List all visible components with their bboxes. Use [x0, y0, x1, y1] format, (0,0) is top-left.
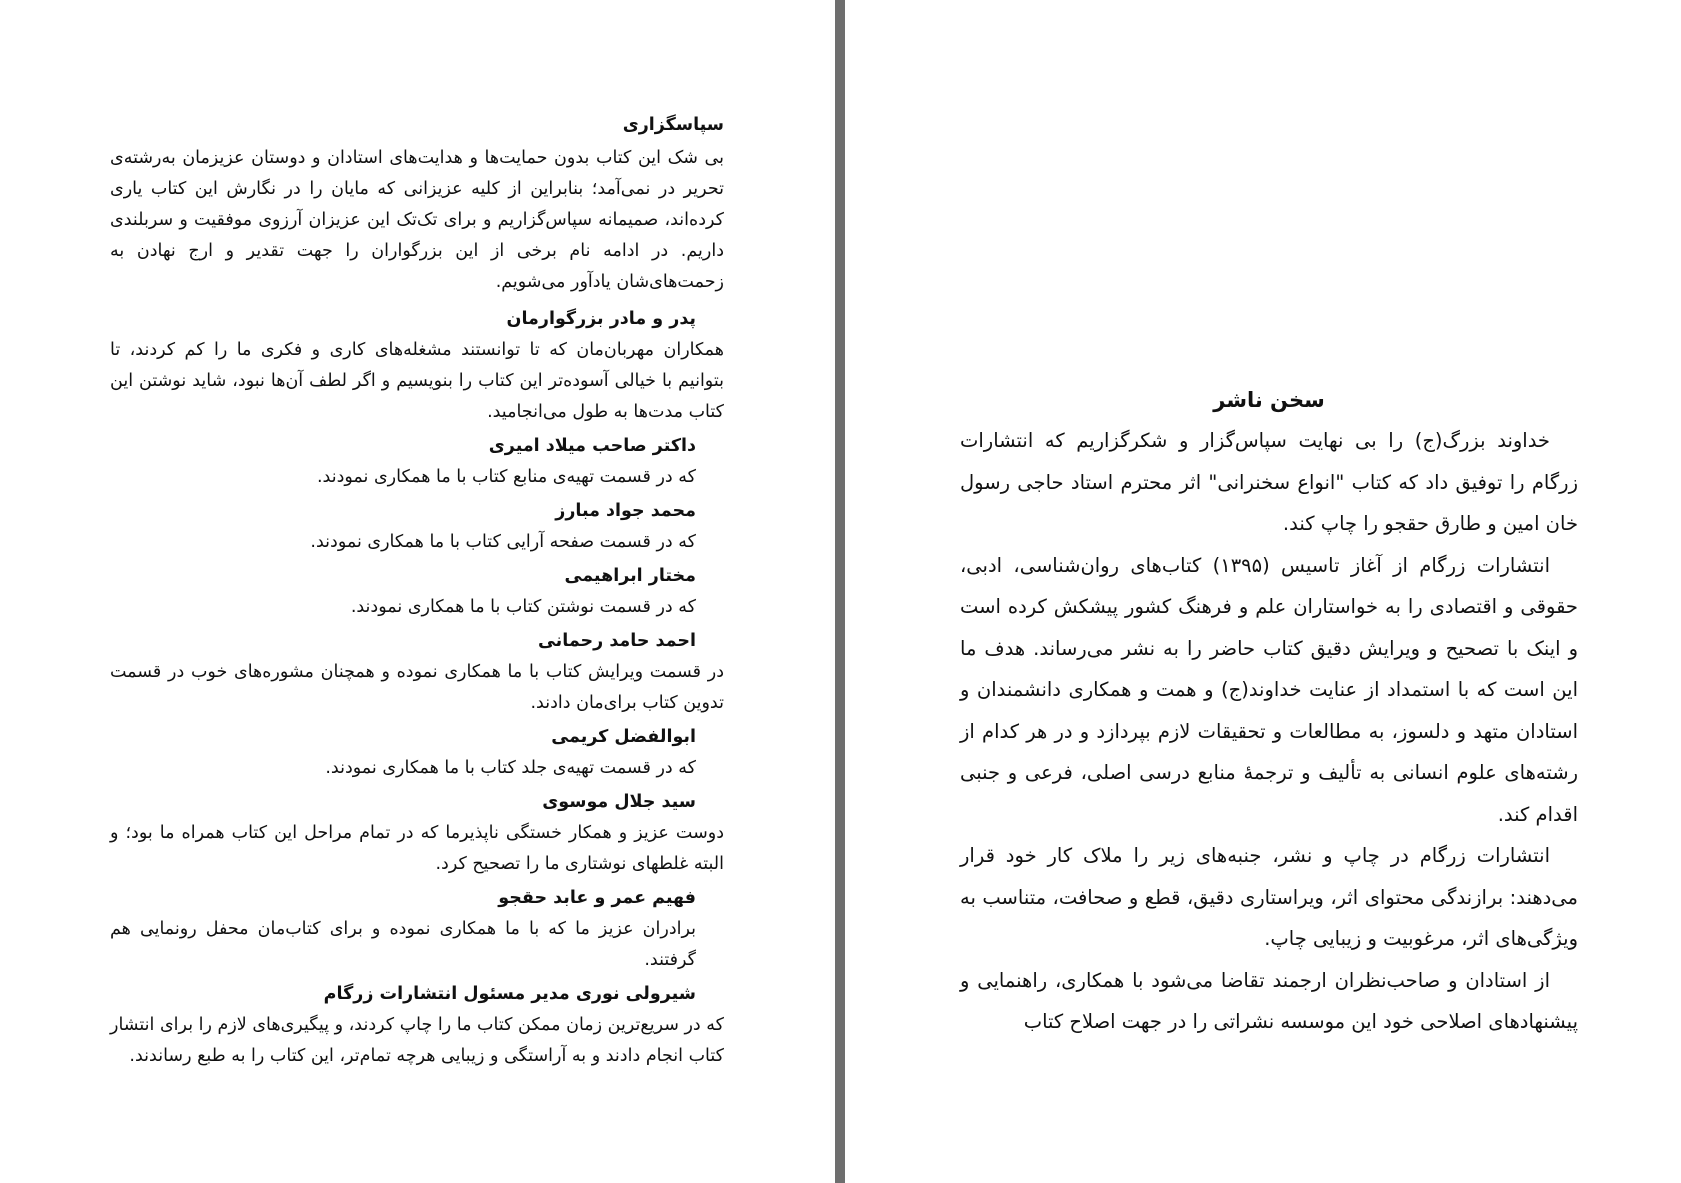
left-page	[0, 0, 835, 1183]
acknowledgements-title: سپاسگزاری	[622, 115, 724, 135]
entry-name: محمد جواد مبارز	[555, 501, 696, 521]
acknowledgement-entry	[110, 626, 724, 719]
acknowledgement-entry	[110, 304, 724, 428]
entry-name: احمد حامد رحمانی	[537, 631, 696, 651]
entry-description: در قسمت ویرایش کتاب با ما همکاری نموده و همچنان مشوره‌های خوب در قسمت تدوین کتاب برای‌مان دادند.	[110, 662, 724, 713]
acknowledgement-entry	[110, 496, 724, 558]
entry-description: دوست عزیز و همکار خستگی ناپذیرما که در تمام مراحل این کتاب همراه ما بود؛ و البته غلطهای نوشتاری ما را تصحیح کرد.	[110, 823, 724, 874]
right-page	[845, 0, 1681, 1183]
page-gutter-divider	[835, 0, 845, 1183]
entry-description: که در قسمت تهیه‌ی منابع کتاب با ما همکاری نمودند.	[316, 467, 696, 487]
entry-description: که در قسمت تهیه‌ی جلد کتاب با ما همکاری نمودند.	[325, 758, 696, 778]
acknowledgement-entry	[110, 787, 724, 880]
acknowledgements-intro: بی شک این کتاب بدون حمایت‌ها و هدایت‌های استادان و دوستان عزیزمان به‌رشته‌ی تحریر در نمی‌آمد؛ بنابراین از کلیه عزیزانی که مایان را در نگارش این کتاب یاری کرده‌اند، صمیمانه سپاس‌گزاریم و برای تک‌تک این عزیزان آرزوی موفقیت و سربلندی داریم. در ادامه نام برخی از این بزرگواران را جهت تقدیر و ارج نهادن به زحمت‌های‌شان یادآور می‌شویم.	[110, 148, 724, 292]
acknowledgement-entry	[110, 883, 724, 976]
publisher-note-paragraph: انتشارات زرگام در چاپ و نشر، جنبه‌های زیر را ملاک کار خود قرار می‌دهند: برازندگی محتوای اثر، ویراستاری دقیق، قطع و صحافت، متناسب به ویژگی‌های اثر، مرغوبیت و زیبایی چاپ.	[960, 844, 1578, 950]
acknowledgement-entry	[110, 722, 724, 784]
entry-description: که در سریع‌ترین زمان ممکن کتاب ما را چاپ کردند، و پیگیری‌های لازم را برای انتشار کتاب انجام دادند و به آراستگی و زیبایی هرچه تمام‌تر، این کتاب را به طبع رساندند.	[110, 1015, 724, 1066]
entry-name: مختار ابراهیمی	[564, 566, 696, 586]
entry-description: که در قسمت صفحه آرایی کتاب با ما همکاری نمودند.	[310, 532, 696, 552]
entry-description: همکاران مهربان‌مان که تا توانستند مشغله‌های کاری و فکری ما را کم کردند، تا بتوانیم با خیالی آسوده‌تر این کتاب را بنویسیم و اگر لطف آن‌ها نبود، شاید نوشتن این کتاب مدت‌ها به طول می‌انجامید.	[110, 340, 724, 422]
acknowledgement-entry	[110, 431, 724, 493]
acknowledgement-entry	[110, 979, 724, 1072]
entry-name: سید جلال موسوی	[542, 792, 696, 812]
publisher-note-paragraph: خداوند بزرگ(ج) را بی نهایت سپاس‌گزار و شکرگزاریم که انتشارات زرگام را توفیق داد که کتاب "انواع سخنرانی" اثر محترم استاد حاجی رسول خان امین و طارق حقجو را چاپ کند.	[960, 429, 1578, 535]
publisher-note-section	[960, 380, 1578, 1043]
entry-name: شیرولی نوری مدیر مسئول انتشارات زرگام	[323, 984, 696, 1004]
publisher-note-paragraph: از استادان و صاحب‌نظران ارجمند تقاضا می‌شود با همکاری، راهنمایی و پیشنهادهای اصلاحی خود این موسسه نشراتی را در جهت اصلاح کتاب	[960, 968, 1578, 1033]
entry-description: که در قسمت نوشتن کتاب با ما همکاری نمودند.	[350, 597, 696, 617]
entry-name: فهیم عمر و عابد حقجو	[498, 888, 696, 908]
entry-name: پدر و مادر بزرگوارمان	[506, 309, 696, 329]
acknowledgement-entry	[110, 561, 724, 623]
entry-name: داکتر صاحب میلاد امیری	[488, 436, 696, 456]
entry-description: برادران عزیز ما که با ما همکاری نموده و برای کتاب‌مان محفل رونمایی هم گرفتند.	[110, 919, 696, 970]
publisher-note-paragraph: انتشارات زرگام از آغاز تاسیس (۱۳۹۵) کتاب‌های روان‌شناسی، ادبی، حقوقی و اقتصادی را به خواستاران علم و فرهنگ کشور پیشکش کرده است و اینک با تصحیح و ویرایش دقیق کتاب حاضر را به نشر می‌رساند. هدف ما این است که با استمداد از عنایت خداوند(ج) و همت و همکاری دانشمندان و استادان متهد و دلسوز، به مطالعات و تحقیقات لازم بپردازد و در هر کدام از رشته‌های علوم انسانی به تألیف و ترجمۀ منابع درسی اصلی، فرعی و جنبی اقدام کند.	[960, 553, 1578, 826]
publisher-note-title: سخن ناشر	[1213, 388, 1325, 412]
entry-name: ابوالفضل کریمی	[551, 727, 696, 747]
acknowledgements-section	[110, 110, 724, 1075]
